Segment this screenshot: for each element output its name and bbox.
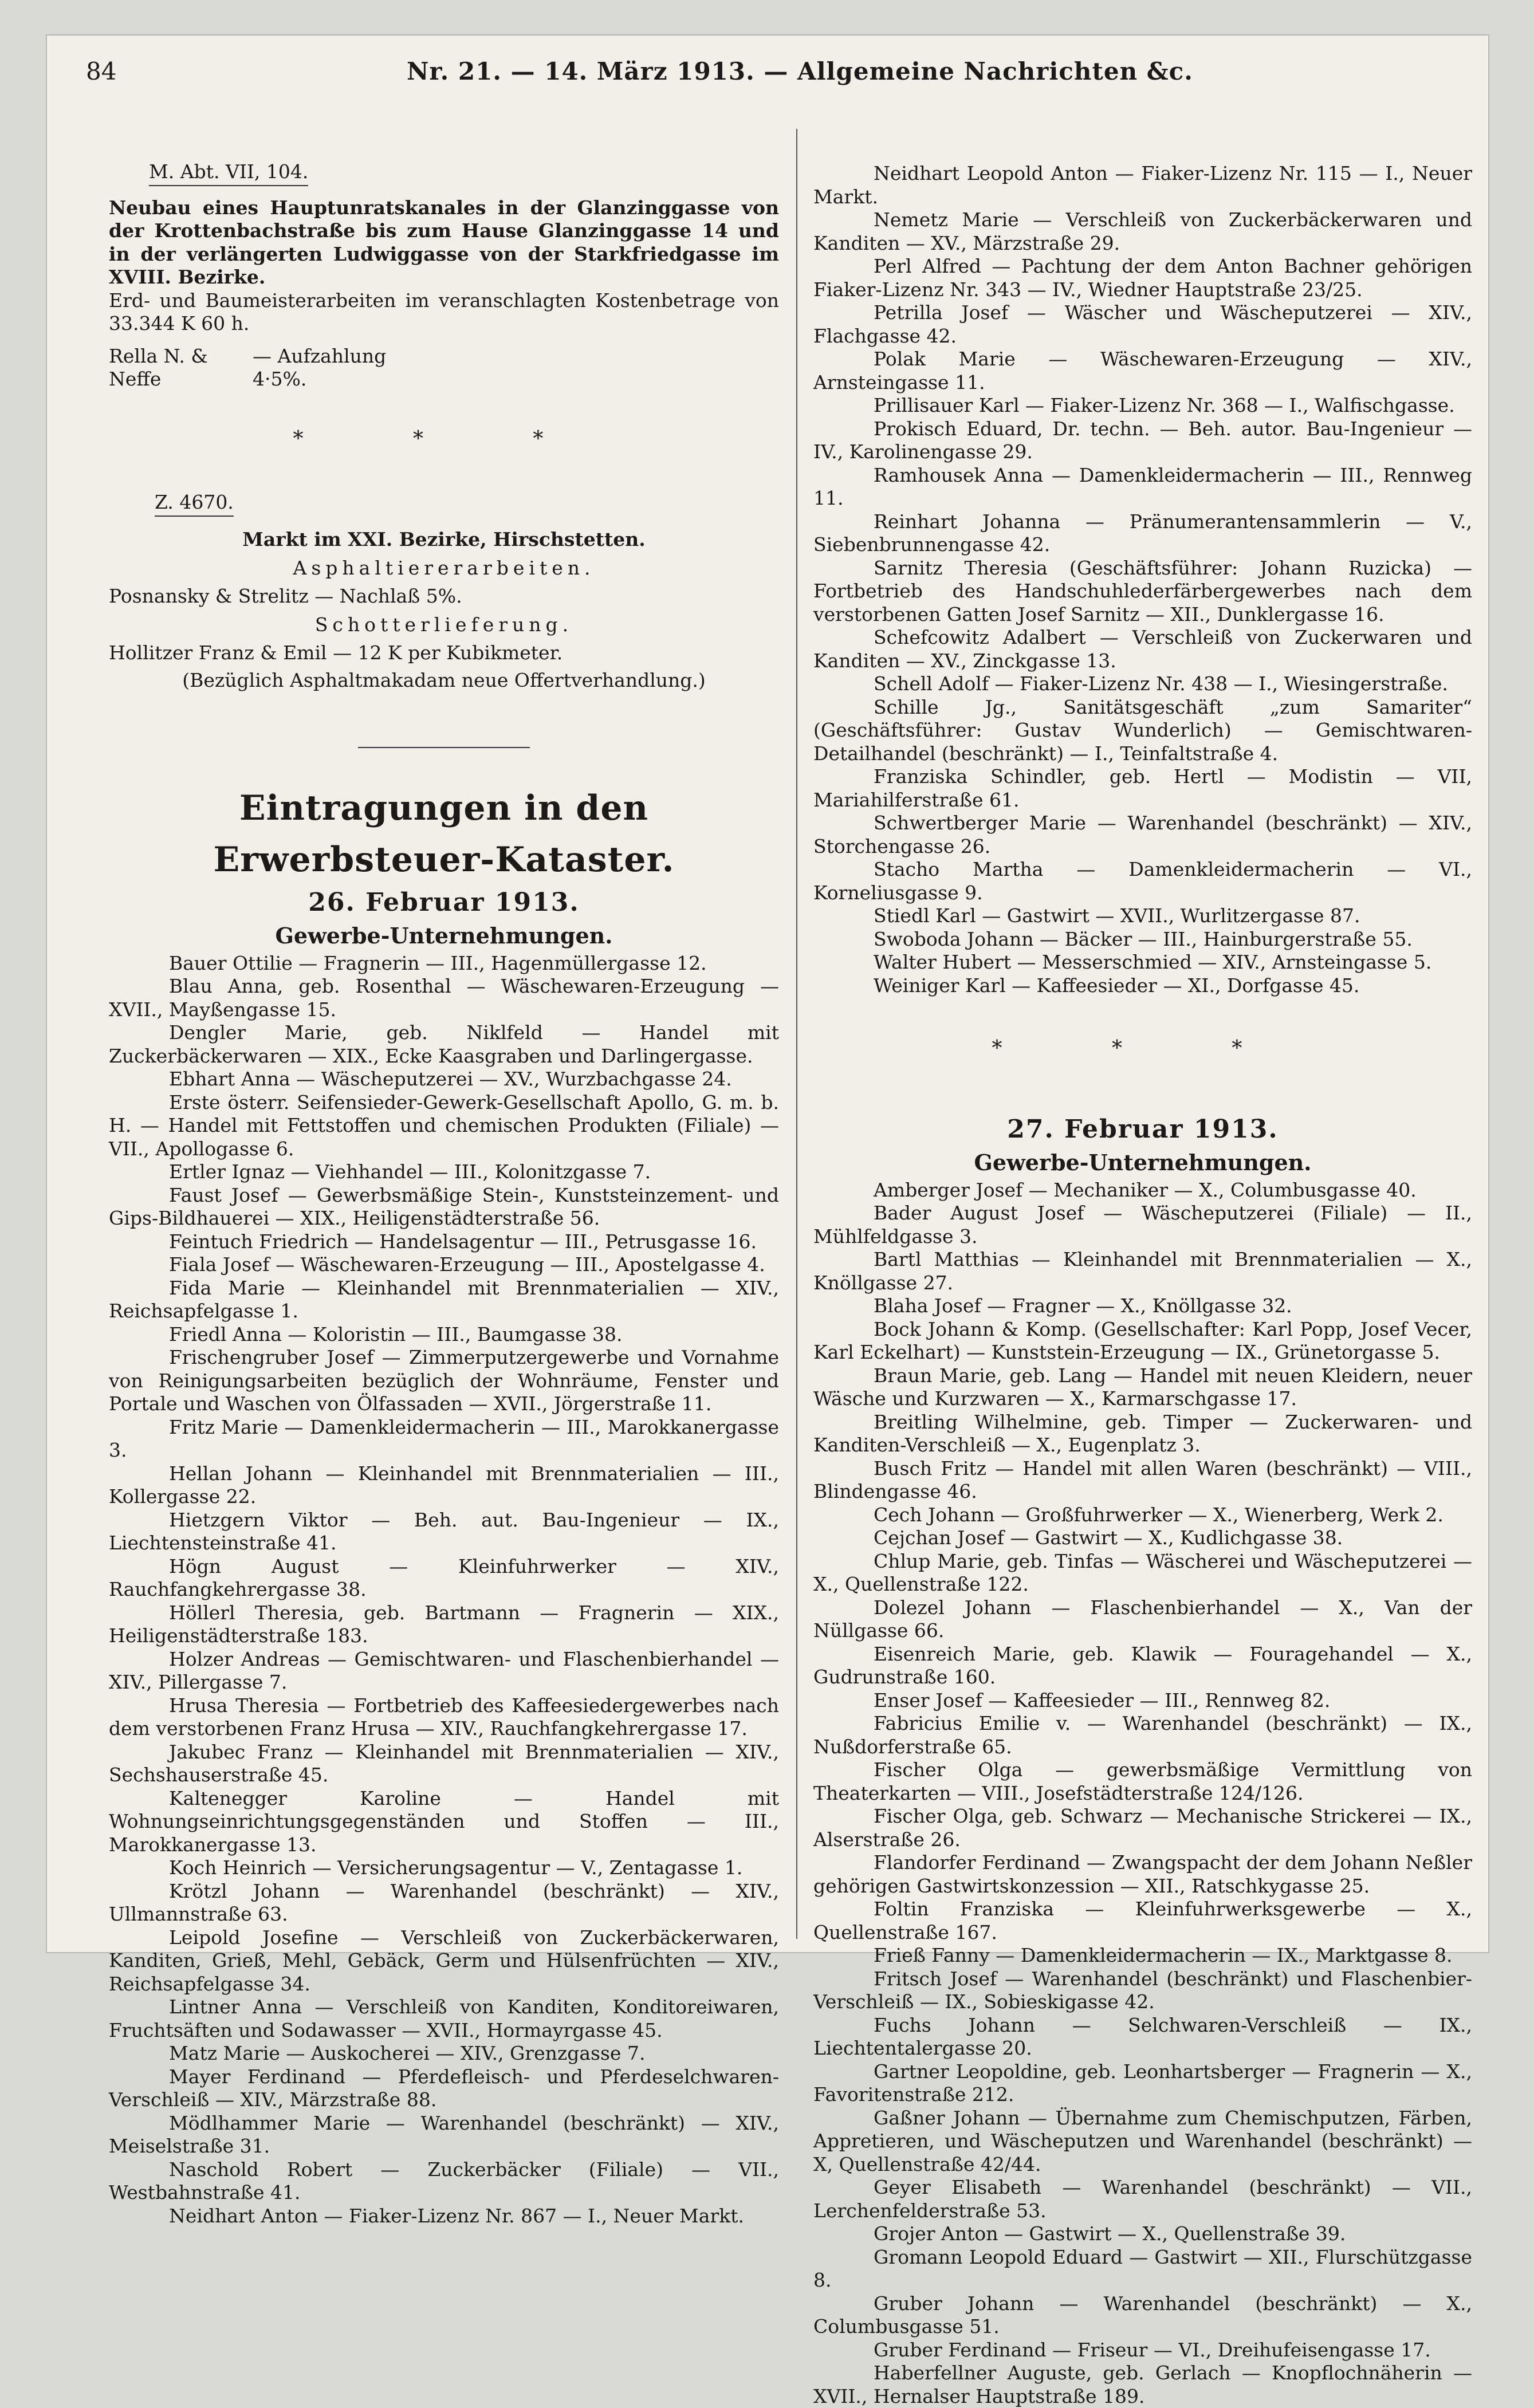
reference-number-2: Z. 4670. (155, 491, 234, 517)
list-item: Eisenreich Marie, geb. Klawik — Fouragehandel — X., Gudrunstraße 160. (813, 1643, 1472, 1689)
list-item: Ertler Ignaz — Viehhandel — III., Kolonitzgasse 7. (109, 1160, 779, 1184)
list-item: Frieß Fanny — Damenkleidermacherin — IX., Marktgasse 8. (813, 1944, 1472, 1968)
list-item: Fida Marie — Kleinhandel mit Brennmaterialien — XIV., Reichsapfelgasse 1. (109, 1277, 779, 1323)
left-column (109, 129, 779, 2228)
list-item: Braun Marie, geb. Lang — Handel mit neuen Kleidern, neuer Wäsche und Kurzwaren — X., Karmarschgasse 17. (813, 1364, 1472, 1411)
list-item: Stiedl Karl — Gastwirt — XVII., Wurlitzergasse 87. (813, 904, 1472, 928)
list-item: Hellan Johann — Kleinhandel mit Brennmaterialien — III., Kollergasse 22. (109, 1462, 779, 1509)
list-item: Fiala Josef — Wäschewaren-Erzeugung — III., Apostelgasse 4. (109, 1253, 779, 1277)
list-item: Dolezel Johann — Flaschenbierhandel — X., Van der Nüllgasse 66. (813, 1596, 1472, 1643)
list-item: Cech Johann — Großfuhrwerker — X., Wienerberg, Werk 2. (813, 1504, 1472, 1527)
list-item: Höllerl Theresia, geb. Bartmann — Fragnerin — XIX., Heiligenstädterstraße 183. (109, 1602, 779, 1648)
list-item: Blaha Josef — Fragner — X., Knöllgasse 32. (813, 1295, 1472, 1318)
list-item: Fritsch Josef — Warenhandel (beschränkt) und Flaschenbier-Verschleiß — IX., Sobieskigasse 42. (813, 1968, 1472, 2014)
date-heading-2: 27. Februar 1913. (813, 1112, 1472, 1147)
list-item: Dengler Marie, geb. Niklfeld — Handel mit Zuckerbäckerwaren — XIX., Ecke Kaasgraben und Darlingergasse. (109, 1021, 779, 1068)
notice-2-work-2: Schotterlieferung. (109, 613, 779, 637)
list-item: Neidhart Anton — Fiaker-Lizenz Nr. 867 — I., Neuer Markt. (109, 2205, 779, 2228)
date-heading-1: 26. Februar 1913. (109, 886, 779, 920)
list-item: Reinhart Johanna — Pränumerantensammlerin — V., Siebenbrunnengasse 42. (813, 510, 1472, 557)
list-item: Schell Adolf — Fiaker-Lizenz Nr. 438 — I., Wiesingerstraße. (813, 672, 1472, 696)
list-item: Flandorfer Ferdinand — Zwangspacht der dem Johann Neßler gehörigen Gastwirtskonzession — XII., Ratschkygasse 25. (813, 1851, 1472, 1898)
notice-2-title: Markt im XXI. Bezirke, Hirschstetten. (109, 528, 779, 552)
list-item: Cejchan Josef — Gastwirt — X., Kudlichgasse 38. (813, 1526, 1472, 1550)
list-item: Grojer Anton — Gastwirt — X., Quellenstraße 39. (813, 2222, 1472, 2246)
list-item: Geyer Elisabeth — Warenhandel (beschränkt) — VII., Lerchenfelderstraße 53. (813, 2176, 1472, 2222)
list-item: Haberfellner Auguste, geb. Gerlach — Knopflochnäherin — XVII., Hernalser Hauptstraße 189. (813, 2362, 1472, 2408)
list-item: Koch Heinrich — Versicherungsagentur — V., Zentagasse 1. (109, 1856, 779, 1880)
list-item: Fischer Olga — gewerbsmäßige Vermittlung von Theaterkarten — VIII., Josefstädterstraße 124/126. (813, 1758, 1472, 1805)
list-item: Schille Jg., Sanitätsgeschäft „zum Samariter“ (Geschäftsführer: Gustav Wunderlich) — Gemischtwaren-Detailhandel (beschränkt) — I., Teinfaltstraße 4. (813, 696, 1472, 766)
page-number: 84 (86, 57, 116, 85)
list-item: Prokisch Eduard, Dr. techn. — Beh. autor. Bau-Ingenieur — IV., Karolinengasse 29. (813, 418, 1472, 464)
list-item: Fuchs Johann — Selchwaren-Verschleiß — IX., Liechtentalergasse 20. (813, 2014, 1472, 2060)
list-item: Perl Alfred — Pachtung der dem Anton Bachner gehörigen Fiaker-Lizenz Nr. 343 — IV., Wiedner Hauptstraße 23/25. (813, 255, 1472, 301)
list-item: Sarnitz Theresia (Geschäftsführer: Johann Ruzicka) — Fortbetrieb des Handschuhlederfärbergewerbes nach dem verstorbenen Gatten Josef Sarnitz — XII., Dunklergasse 16. (813, 557, 1472, 627)
list-item: Schefcowitz Adalbert — Verschleiß von Zuckerwaren und Kanditen — XV., Zinckgasse 13. (813, 626, 1472, 672)
list-item: Prillisauer Karl — Fiaker-Lizenz Nr. 368 — I., Walfischgasse. (813, 394, 1472, 418)
list-item: Faust Josef — Gewerbsmäßige Stein-, Kunststeinzement- und Gips-Bildhauerei — XIX., Heiligenstädterstraße 56. (109, 1184, 779, 1230)
list-item: Gruber Ferdinand — Friseur — VI., Dreihufeisengasse 17. (813, 2339, 1472, 2362)
list-item: Holzer Andreas — Gemischtwaren- und Flaschenbierhandel — XIV., Pillergasse 7. (109, 1648, 779, 1694)
entry-list-left (109, 952, 779, 2228)
list-item: Frischengruber Josef — Zimmerputzergewerbe und Vornahme von Reinigungsarbeiten bezüglich der Wohnräume, Fenster und Portale und Waschen von Ölfassaden — XVII., Jörgerstraße 11. (109, 1346, 779, 1416)
list-item: Krötzl Johann — Warenhandel (beschränkt) — XIV., Ullmannstraße 63. (109, 1880, 779, 1926)
list-item: Petrilla Josef — Wäscher und Wäscheputzerei — XIV., Flachgasse 42. (813, 301, 1472, 348)
page-header (86, 57, 1111, 109)
list-item: Leipold Josefine — Verschleiß von Zuckerbäckerwaren, Kanditen, Grieß, Mehl, Gebäck, Germ und Hülsenfrüchten — XIV., Reichsapfelgasse 34. (109, 1926, 779, 1996)
entry-list-right-top (813, 162, 1472, 997)
list-item: Erste österr. Seifensieder-Gewerk-Gesellschaft Apollo, G. m. b. H. — Handel mit Fettstoffen und chemischen Produkten (Filiale) — VII., Apollogasse 6. (109, 1091, 779, 1161)
list-item: Jakubec Franz — Kleinhandel mit Brennmaterialien — XIV., Sechshauserstraße 45. (109, 1741, 779, 1787)
list-item: Nemetz Marie — Verschleiß von Zuckerbäckerwaren und Kanditen — XV., Märzstraße 29. (813, 208, 1472, 255)
list-item: Swoboda Johann — Bäcker — III., Hainburgerstraße 55. (813, 928, 1472, 951)
list-item: Ramhousek Anna — Damenkleidermacherin — III., Rennweg 11. (813, 464, 1472, 510)
list-item: Mödlhammer Marie — Warenhandel (beschränkt) — XIV., Meiselstraße 31. (109, 2112, 779, 2158)
right-column (813, 129, 1472, 2408)
entry-list-right (813, 1179, 1472, 2408)
column-divider (796, 129, 797, 1939)
list-item: Schwertberger Marie — Warenhandel (beschränkt) — XIV., Storchengasse 26. (813, 812, 1472, 858)
list-item: Bauer Ottilie — Fragnerin — III., Hagenmüllergasse 12. (109, 952, 779, 975)
list-item: Kaltenegger Karoline — Handel mit Wohnungseinrichtungsgegenständen und Stoffen — III., Marokkanergasse 13. (109, 1787, 779, 1857)
list-item: Franziska Schindler, geb. Hertl — Modistin — VII, Mariahilferstraße 61. (813, 765, 1472, 812)
list-item: Matz Marie — Auskocherei — XIV., Grenzgasse 7. (109, 2042, 779, 2065)
subheading-2: Gewerbe-Unternehmungen. (813, 1147, 1472, 1179)
notice-1-bid: — Aufzahlung 4·5%. (253, 345, 430, 391)
separator-stars-2: * * * (813, 1037, 1472, 1061)
list-item: Bader August Josef — Wäscheputzerei (Filiale) — II., Mühlfeldgasse 3. (813, 1202, 1472, 1248)
reference-number-1: M. Abt. VII, 104. (149, 160, 308, 186)
running-title: Nr. 21. — 14. März 1913. — Allgemeine Nachrichten &c. (407, 57, 1193, 85)
list-item: Walter Hubert — Messerschmied — XIV., Arnsteingasse 5. (813, 951, 1472, 974)
list-item: Bock Johann & Komp. (Gesellschafter: Karl Popp, Josef Vecer, Karl Eckelhart) — Kunststein-Erzeugung — IX., Grünetorgasse 5. (813, 1318, 1472, 1364)
list-item: Enser Josef — Kaffeesieder — III., Rennweg 82. (813, 1689, 1472, 1713)
notice-1-bid-row (109, 345, 430, 391)
list-item: Blau Anna, geb. Rosenthal — Wäschewaren-Erzeugung — XVII., Mayßengasse 15. (109, 975, 779, 1021)
list-item: Högn August — Kleinfuhrwerker — XIV., Rauchfangkehrergasse 38. (109, 1555, 779, 1602)
main-heading: Eintragungen in den Erwerbsteuer-Kataster. (109, 782, 779, 886)
list-item: Naschold Robert — Zuckerbäcker (Filiale) — VII., Westbahnstraße 41. (109, 2158, 779, 2205)
notice-1-work: Erd- und Baumeisterarbeiten im veranschlagten Kostenbetrage von 33.344 K 60 h. (109, 289, 779, 336)
list-item: Gartner Leopoldine, geb. Leonhartsberger — Fragnerin — X., Favoritenstraße 212. (813, 2060, 1472, 2107)
list-item: Breitling Wilhelmine, geb. Timper — Zuckerwaren- und Kanditen-Verschleiß — X., Eugenplatz 3. (813, 1411, 1472, 1457)
notice-1-bidder: Rella N. & Neffe (109, 345, 253, 391)
list-item: Bartl Matthias — Kleinhandel mit Brennmaterialien — X., Knöllgasse 27. (813, 1248, 1472, 1295)
list-item: Fabricius Emilie v. — Warenhandel (beschränkt) — IX., Nußdorferstraße 65. (813, 1712, 1472, 1758)
list-item: Hrusa Theresia — Fortbetrieb des Kaffeesiedergewerbes nach dem verstorbenen Franz Hrusa — XIV., Rauchfangkehrergasse 17. (109, 1694, 779, 1741)
notice-2-work-1: Asphaltiererarbeiten. (109, 557, 779, 580)
list-item: Weiniger Karl — Kaffeesieder — XI., Dorfgasse 45. (813, 974, 1472, 998)
list-item: Mayer Ferdinand — Pferdefleisch- und Pferdeselchwaren-Verschleiß — XIV., Märzstraße 88. (109, 2065, 779, 2112)
notice-2-note: (Bezüglich Asphaltmakadam neue Offertverhandlung.) (109, 669, 779, 693)
list-item: Lintner Anna — Verschleiß von Kanditen, Konditoreiwaren, Fruchtsäften und Sodawasser — XVII., Hormayrgasse 45. (109, 1996, 779, 2042)
list-item: Chlup Marie, geb. Tinfas — Wäscherei und Wäscheputzerei — X., Quellenstraße 122. (813, 1550, 1472, 1596)
section-rule (358, 747, 530, 748)
list-item: Neidhart Leopold Anton — Fiaker-Lizenz Nr. 115 — I., Neuer Markt. (813, 162, 1472, 208)
subheading-1: Gewerbe-Unternehmungen. (109, 920, 779, 952)
notice-1-title: Neubau eines Hauptunratskanales in der Glanzinggasse von der Krottenbachstraße bis zum Hause Glanzinggasse 14 und in der verlängerten Ludwiggasse von der Starkfriedgasse im XVIII. Bezirke. (109, 196, 779, 289)
list-item: Fischer Olga, geb. Schwarz — Mechanische Strickerei — IX., Alserstraße 26. (813, 1805, 1472, 1851)
list-item: Gruber Johann — Warenhandel (beschränkt) — X., Columbusgasse 51. (813, 2292, 1472, 2339)
list-item: Stacho Martha — Damenkleidermacherin — VI., Korneliusgasse 9. (813, 858, 1472, 904)
list-item: Friedl Anna — Koloristin — III., Baumgasse 38. (109, 1323, 779, 1347)
list-item: Hietzgern Viktor — Beh. aut. Bau-Ingenieur — IX., Liechtensteinstraße 41. (109, 1509, 779, 1555)
list-item: Foltin Franziska — Kleinfuhrwerksgewerbe — X., Quellenstraße 167. (813, 1898, 1472, 1944)
list-item: Fritz Marie — Damenkleidermacherin — III., Marokkanergasse 3. (109, 1416, 779, 1462)
list-item: Ebhart Anna — Wäscheputzerei — XV., Wurzbachgasse 24. (109, 1068, 779, 1091)
list-item: Polak Marie — Wäschewaren-Erzeugung — XIV., Arnsteingasse 11. (813, 348, 1472, 394)
list-item: Feintuch Friedrich — Handelsagentur — III., Petrusgasse 16. (109, 1230, 779, 1254)
list-item: Amberger Josef — Mechaniker — X., Columbusgasse 40. (813, 1179, 1472, 1202)
notice-2-bid-2: Hollitzer Franz & Emil — 12 K per Kubikmeter. (109, 642, 779, 665)
notice-2-bid-1: Posnansky & Strelitz — Nachlaß 5%. (109, 585, 779, 608)
separator-stars-1: * * * (109, 428, 779, 451)
list-item: Busch Fritz — Handel mit allen Waren (beschränkt) — VIII., Blindengasse 46. (813, 1457, 1472, 1504)
list-item: Gromann Leopold Eduard — Gastwirt — XII., Flurschützgasse 8. (813, 2246, 1472, 2292)
list-item: Gaßner Johann — Übernahme zum Chemischputzen, Färben, Appretieren, und Wäscheputzen und Warenhandel (beschränkt) — X, Quellenstraße 42/44. (813, 2107, 1472, 2177)
